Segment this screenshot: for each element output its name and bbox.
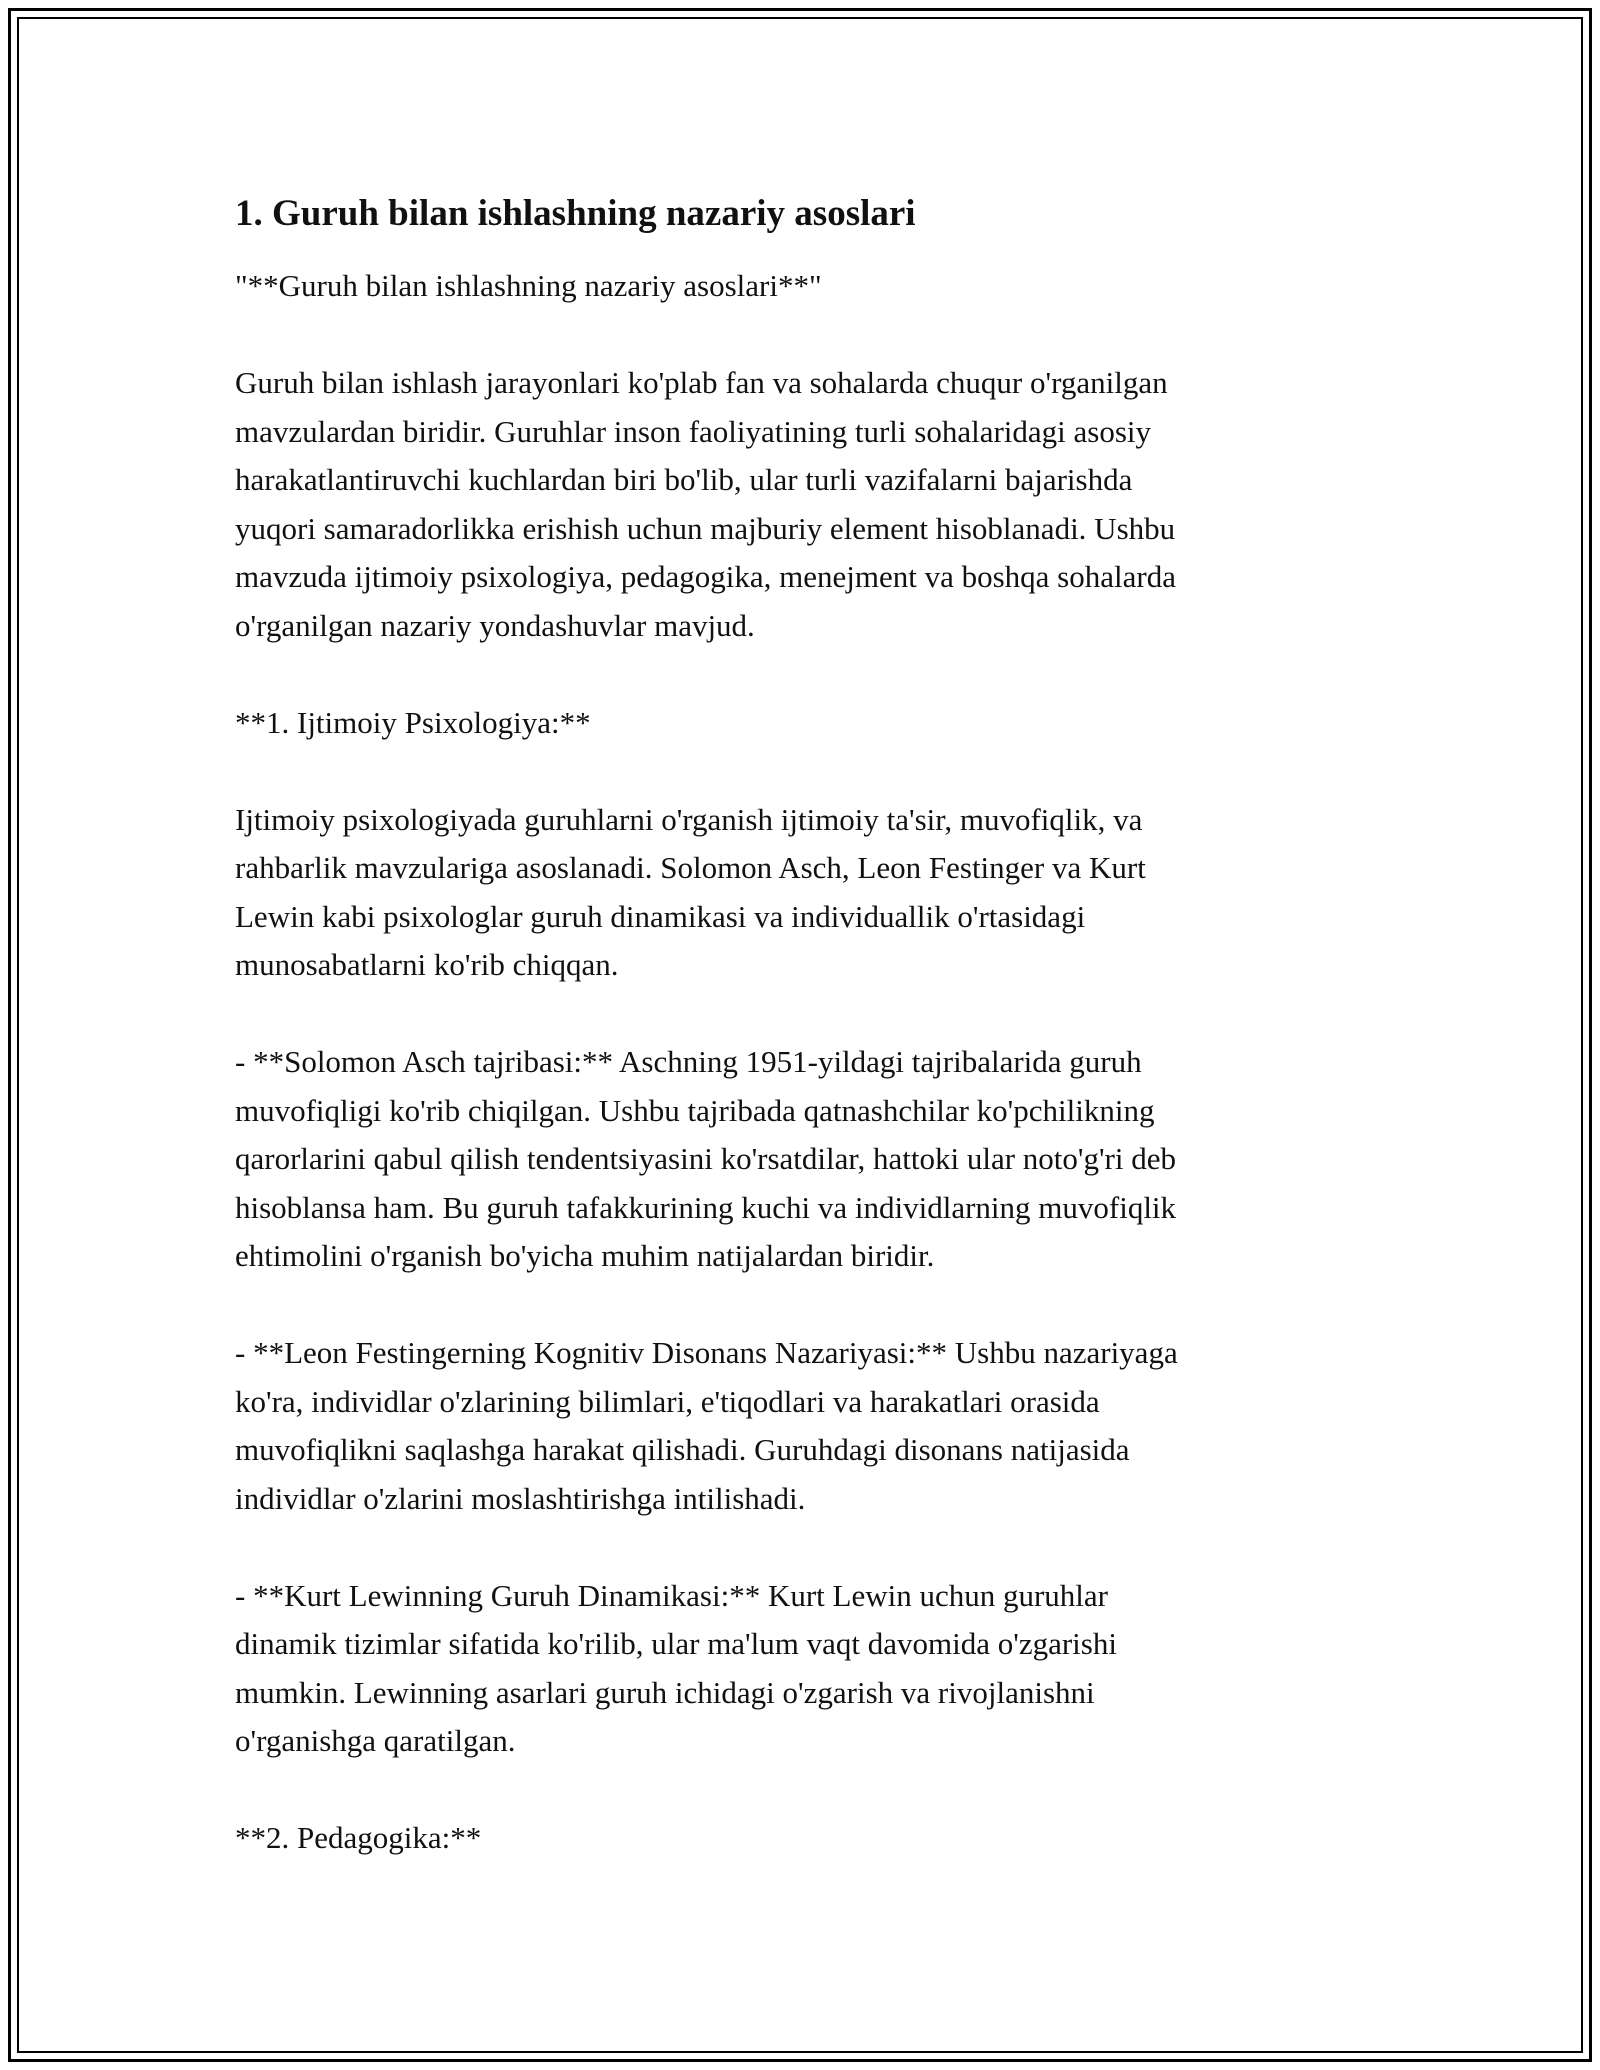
text-line: muvofiqlikni saqlashga harakat qilishadi. Guruhdagi disonans natijasida	[235, 1432, 1130, 1467]
section-heading-social-psychology	[235, 699, 1365, 748]
paragraph-festinger-theory	[235, 1329, 1365, 1523]
text-line: o'rganishga qaratilgan.	[235, 1723, 516, 1758]
text-line: ehtimolini o'rganish bo'yicha muhim natijalardan biridir.	[235, 1238, 935, 1273]
paragraph-social-psychology	[235, 796, 1365, 990]
text-line: **1. Ijtimoiy Psixologiya:**	[235, 704, 591, 740]
text-line: qarorlarini qabul qilish tendentsiyasini ko'rsatdilar, hattoki ular noto'g'ri deb	[235, 1141, 1177, 1176]
section-heading-pedagogy	[235, 1814, 1365, 1863]
text-line: hisoblansa ham. Bu guruh tafakkurining kuchi va individlarning muvofiqlik	[235, 1189, 1177, 1225]
text-line: munosabatlarni ko'rib chiqqan.	[235, 947, 619, 982]
text-line: ko'ra, individlar o'zlarining bilimlari, e'tiqodlari va harakatlari orasida	[235, 1383, 1100, 1419]
text-line: dinamik tizimlar sifatida ko'rilib, ular ma'lum vaqt davomida o'zgarishi	[235, 1626, 1117, 1661]
document-body	[235, 186, 1365, 1911]
text-line: o'rganilgan nazariy yondashuvlar mavjud.	[235, 607, 755, 643]
text-line: Ijtimoiy psixologiyada guruhlarni o'rganish ijtimoiy ta'sir, muvofiqlik, va	[235, 801, 1143, 837]
text-line: rahbarlik mavzulariga asoslanadi. Solomon Asch, Leon Festinger va Kurt	[235, 850, 1146, 885]
paragraph-intro	[235, 359, 1365, 650]
text-line: - **Leon Festingerning Kognitiv Disonans Nazariyasi:** Ushbu nazariyaga	[235, 1335, 1178, 1370]
paragraph-lewin-dynamics	[235, 1572, 1365, 1766]
text-line: **2. Pedagogika:**	[235, 1820, 482, 1855]
text-line: - **Kurt Lewinning Guruh Dinamikasi:** Kurt Lewin uchun guruhlar	[235, 1577, 1108, 1613]
text-line: - **Solomon Asch tajribasi:** Aschning 1951-yildagi tajribalarida guruh	[235, 1044, 1142, 1079]
text-line: mavzulardan biridir. Guruhlar inson faoliyatining turli sohalaridagi asosiy	[235, 413, 1152, 449]
text-line: mavzuda ijtimoiy psixologiya, pedagogika, menejment va boshqa sohalarda	[235, 559, 1176, 594]
text-line: Guruh bilan ishlash jarayonlari ko'plab fan va sohalarda chuqur o'rganilgan	[235, 365, 1168, 400]
text-line: mumkin. Lewinning asarlari guruh ichidagi o'zgarish va rivojlanishni	[235, 1674, 1095, 1710]
paragraph-subtitle	[235, 262, 1365, 311]
paragraph-asch-experiment	[235, 1038, 1365, 1281]
text-line: harakatlantiruvchi kuchlardan biri bo'lib, ular turli vazifalarni bajarishda	[235, 462, 1133, 497]
document-title: 1. Guruh bilan ishlashning nazariy asoslari	[235, 193, 916, 234]
text-line: "**Guruh bilan ishlashning nazariy asoslari**"	[235, 268, 822, 303]
text-line: individlar o'zlarini moslashtirishga intilishadi.	[235, 1480, 806, 1516]
text-line: muvofiqligi ko'rib chiqilgan. Ushbu tajribada qatnashchilar ko'pchilikning	[235, 1092, 1155, 1128]
text-line: Lewin kabi psixologlar guruh dinamikasi va individuallik o'rtasidagi	[235, 898, 1086, 934]
text-line: yuqori samaradorlikka erishish uchun majburiy element hisoblanadi. Ushbu	[235, 510, 1176, 546]
